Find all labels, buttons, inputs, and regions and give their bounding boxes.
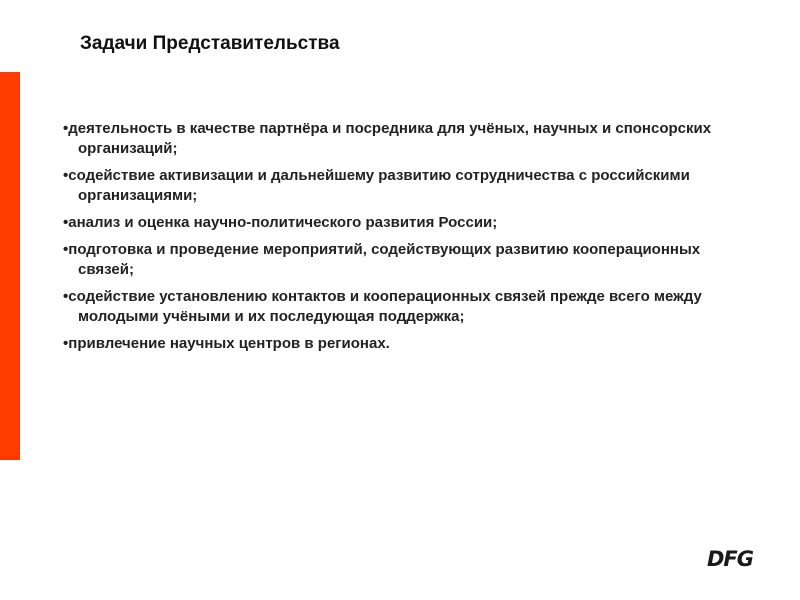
bullet-list <box>56 119 746 361</box>
list-item <box>56 119 746 159</box>
bullet-text: •подготовка и проведение мероприятий, содействующих развитию кооперационных связей; <box>63 241 701 278</box>
bullet-dot: • <box>63 241 69 258</box>
list-item <box>56 213 746 233</box>
bullet-text: •содействие активизации и дальнейшему развитию сотрудничества с российскими организациями; <box>63 167 690 204</box>
bullet-text: •привлечение научных центров в регионах. <box>63 335 390 352</box>
bullet-text: •анализ и оценка научно-политического развития России; <box>63 214 498 231</box>
list-item <box>56 240 746 280</box>
bullet-dot: • <box>63 120 69 137</box>
accent-bar <box>0 72 20 460</box>
bullet-text: •деятельность в качестве партнёра и посредника для учёных, научных и спонсорских организаций; <box>63 120 712 157</box>
dfg-logo-text: DFG <box>706 547 754 571</box>
bullet-dot: • <box>63 167 69 184</box>
slide-title: Задачи Представительства <box>80 33 340 54</box>
list-item <box>56 166 746 206</box>
bullet-dot: • <box>63 214 69 231</box>
bullet-text: •содействие установлению контактов и кооперационных связей прежде всего между молодыми учёными и их последующая поддержка; <box>63 288 702 325</box>
bullet-dot: • <box>63 288 69 305</box>
bullet-dot: • <box>63 335 69 352</box>
list-item <box>56 334 746 354</box>
list-item <box>56 287 746 327</box>
dfg-logo <box>700 543 760 573</box>
